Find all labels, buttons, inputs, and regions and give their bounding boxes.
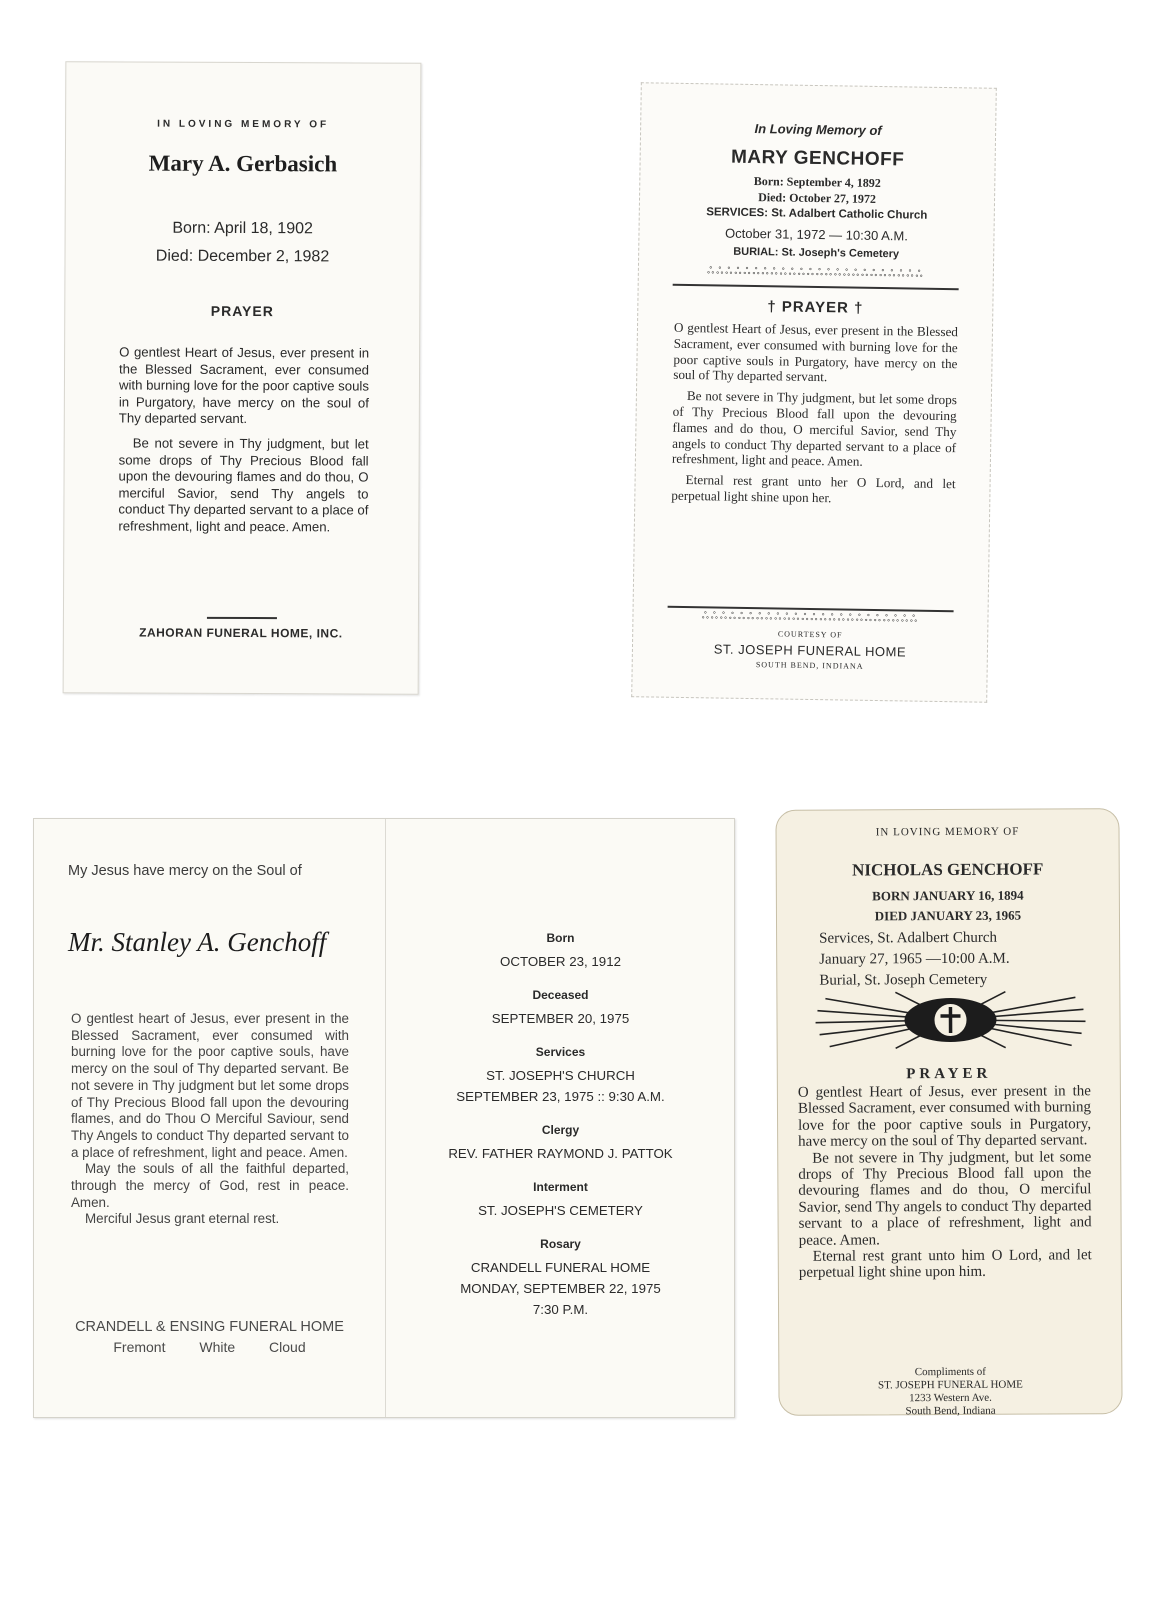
prayer-title: PRAYER [210,302,274,320]
deceased-label: Deceased [532,988,589,1002]
memorial-card-mary-genchoff [631,82,997,703]
memorial-card-gerbasich [63,61,422,695]
funeral-home: ZAHORAN FUNERAL HOME, INC. [139,625,343,641]
clergy-label: Clergy [541,1123,580,1137]
funeral-home: ST. JOSEPH FUNERAL HOME [877,1378,1023,1392]
prayer-paragraph: May the souls of all the faithful departed, through the mercy of God, rest in peace. Amen. [71,1161,349,1210]
funeral-home-towns: Fremont White Cloud [113,1339,306,1355]
died-date: Died: October 27, 1972 [758,190,877,206]
card-header: In Loving Memory of [754,121,882,139]
prayer-title: † PRAYER † [767,298,864,317]
compliments-label: Compliments of [914,1365,986,1379]
rosary-label: Rosary [540,1237,581,1251]
card-header: IN LOVING MEMORY OF [157,118,330,131]
prayer-text [671,320,958,508]
interment-value: ST. JOSEPH'S CEMETERY [478,1203,643,1218]
died-date: Died: December 2, 1982 [155,247,330,266]
services-info: SERVICES: St. Adalbert Catholic Church [706,206,928,222]
services-info [819,927,1109,992]
born-label: Born [546,931,575,945]
funeral-home: CRANDELL & ENSING FUNERAL HOME [75,1319,344,1335]
memorial-card-nicholas-genchoff [775,808,1122,1416]
divider [207,617,277,619]
clergy-value: REV. FATHER RAYMOND J. PATTOK [448,1146,673,1161]
burial-info: Burial, St. Joseph Cemetery [819,971,988,989]
prayer-paragraph: O gentlest Heart of Jesus, ever present in the Blessed Sacrament, ever consumed with burning love for the poor captive souls in Purgatory, have mercy on the soul of Thy departed servant. [118,344,370,427]
services-value [385,1065,736,1107]
card-header: IN LOVING MEMORY OF [875,825,1020,839]
born-date: Born: September 4, 1892 [753,174,881,191]
ornament-border: ஃஃஃஃஃஃஃஃஃஃஃஃஃஃஃஃஃஃஃஃஃஃஃஃ [707,265,925,279]
services-church: Services, St. Adalbert Church [819,929,998,947]
born-value: OCTOBER 23, 1912 [500,954,621,969]
prayer-paragraph: Merciful Jesus grant eternal rest. [85,1211,280,1227]
prayer-paragraph: O gentlest Heart of Jesus, ever present in the Blessed Sacrament, ever consumed with burning love for the poor captive souls in Purgatory, have mercy on the soul of Thy departed servant. [797,1083,1092,1151]
prayer-paragraph: Eternal rest grant unto him O Lord, and let perpetual light shine upon him. [798,1247,1092,1282]
life-dates [777,885,1119,927]
compliments-block [779,1365,1121,1419]
deceased-name: NICHOLAS GENCHOFF [852,859,1044,880]
prayer-paragraph: Be not severe in Thy judgment, but let some drops of Thy Precious Blood fall upon the devouring flames and do thou, O merciful Savior, send Thy angels to conduct Thy departed servant to a place of refreshment, light and peace. Amen. [671,388,958,470]
services-date: SEPTEMBER 23, 1975 :: 9:30 A.M. [456,1089,665,1104]
funeral-home: ST. JOSEPH FUNERAL HOME [713,641,907,660]
prayer-paragraph: O gentlest Heart of Jesus, ever present in the Blessed Sacrament, ever consumed with burning love for the poor captive souls in Purgatory, have mercy on the soul of Thy departed servant. [673,319,959,385]
divider [673,284,959,290]
services-date: January 27, 1965 —10:00 A.M. [819,950,1010,968]
prayer-paragraph: Be not severe in Thy judgment, but let some drops of Thy Precious Blood fall upon the devouring flames and do thou, O merciful Savior, send Thy angels to conduct Thy departed servant to a place of refreshment, light and peace. Amen. [118,435,369,535]
services-date: October 31, 1972 — 10:30 A.M. [724,225,909,244]
prayer-text [71,1011,349,1228]
memorial-card-stanley-genchoff [33,818,735,1418]
died-date: DIED JANUARY 23, 1965 [874,907,1022,924]
interment-label: Interment [533,1180,588,1194]
rosary-value [385,1257,736,1320]
cross-sunburst-icon [815,989,1085,1050]
prayer-text [798,1083,1092,1281]
born-date: Born: April 18, 1902 [172,219,313,238]
deceased-name: Mary A. Gerbasich [148,150,338,177]
services-church: ST. JOSEPH'S CHURCH [486,1068,635,1083]
courtesy-label: COURTESY OF [777,629,843,640]
funeral-home-city: SOUTH BEND, INDIANA [755,660,864,671]
prayer-paragraph: Be not severe in Thy judgment, but let some drops of Thy Precious Blood fall upon the devouring flames and do thou, O merciful Savior, send Thy angels to conduct Thy departed servant to a place of refreshment, light and peace. Amen. [798,1148,1092,1249]
born-date: BORN JANUARY 16, 1894 [872,887,1024,904]
service-details [385,931,736,1320]
ornament-border: ஃஃஃஃஃஃஃஃஃஃஃஃஃஃஃஃஃஃஃஃஃஃஃஃ [667,606,953,626]
card-intro: My Jesus have mercy on the Soul of [68,863,302,879]
deceased-value: SEPTEMBER 20, 1975 [491,1011,630,1026]
prayer-paragraph: O gentlest heart of Jesus, ever present in the Blessed Sacrament, ever consumed with burning love for the poor captive souls, have mercy on the soul of Thy departed servant. Be not severe in Thy judgment but let some drops of Thy Precious Blood fall upon the devouring flames, and do Thou O Merciful Saviour, send Thy Angels to conduct Thy departed servant to a place of refreshment, light and peace. Amen. [71,1011,349,1160]
rosary-date: MONDAY, SEPTEMBER 22, 1975 [460,1281,661,1296]
life-dates [65,214,419,272]
prayer-paragraph: Eternal rest grant unto her O Lord, and let perpetual light shine upon her. [671,472,956,506]
funeral-home-city: South Bend, Indiana [905,1404,996,1418]
prayer-text [118,344,369,536]
deceased-name: MARY GENCHOFF [730,146,905,171]
services-label: Services [535,1045,586,1059]
funeral-home-address: 1233 Western Ave. [909,1391,992,1405]
life-dates [640,171,994,209]
deceased-name: Mr. Stanley A. Genchoff [68,927,327,957]
rosary-time: 7:30 P.M. [532,1302,589,1317]
prayer-title: PRAYER [906,1065,992,1083]
burial-info: BURIAL: St. Joseph's Cemetery [733,245,900,261]
rosary-place: CRANDELL FUNERAL HOME [470,1260,651,1275]
